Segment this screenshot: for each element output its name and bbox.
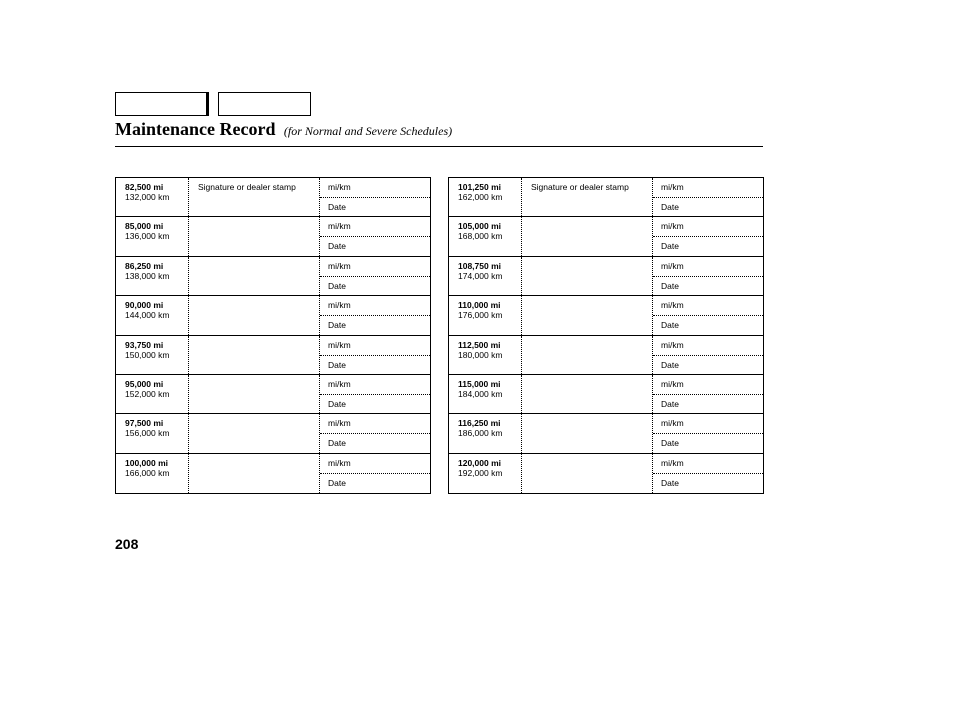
record-cell	[320, 296, 430, 334]
miles-value: 86,250 mi	[125, 260, 164, 271]
signature-cell	[522, 296, 653, 334]
signature-cell	[189, 454, 320, 493]
dotted-divider	[653, 433, 763, 434]
dotted-divider	[653, 197, 763, 198]
title-divider	[115, 146, 763, 147]
date-label: Date	[328, 320, 346, 331]
date-label: Date	[328, 241, 346, 252]
mileage-cell	[449, 336, 522, 374]
date-label: Date	[661, 477, 679, 488]
mikm-label: mi/km	[661, 260, 684, 271]
signature-cell	[189, 414, 320, 452]
miles-value: 82,500 mi	[125, 182, 164, 192]
date-label: Date	[328, 280, 346, 291]
table-row	[449, 178, 763, 217]
record-cell	[653, 414, 763, 452]
miles-value: 108,750 mi	[458, 260, 502, 271]
date-label: Date	[661, 438, 679, 449]
km-value: 138,000 km	[125, 270, 170, 281]
date-label: Date	[328, 438, 346, 449]
table-row	[449, 217, 763, 256]
mikm-label: mi/km	[661, 378, 684, 389]
mileage-cell	[116, 454, 189, 493]
header-tab-box-2	[218, 92, 311, 116]
table-row	[449, 375, 763, 414]
table-row	[116, 454, 430, 493]
dotted-divider	[653, 473, 763, 474]
mileage-cell	[449, 217, 522, 255]
page-subtitle: (for Normal and Severe Schedules)	[283, 124, 453, 138]
dotted-divider	[653, 276, 763, 277]
km-value: 168,000 km	[458, 231, 503, 242]
signature-cell	[522, 375, 653, 413]
record-cell	[653, 336, 763, 374]
miles-value: 112,500 mi	[458, 339, 501, 350]
signature-cell	[522, 336, 653, 374]
mileage-cell	[116, 336, 189, 374]
miles-value: 90,000 mi	[125, 300, 164, 311]
maintenance-table-left	[115, 177, 431, 494]
mikm-label: mi/km	[661, 300, 684, 311]
table-row	[116, 414, 430, 453]
record-cell	[653, 454, 763, 493]
dotted-divider	[320, 355, 430, 356]
table-row	[449, 414, 763, 453]
mileage-cell	[116, 296, 189, 334]
km-value: 162,000 km	[458, 192, 503, 202]
record-cell	[320, 454, 430, 493]
km-value: 152,000 km	[125, 388, 170, 399]
miles-value: 101,250 mi	[458, 182, 502, 192]
signature-cell	[522, 257, 653, 295]
km-value: 192,000 km	[458, 467, 503, 478]
dotted-divider	[653, 236, 763, 237]
table-row	[116, 296, 430, 335]
signature-cell	[522, 178, 653, 216]
km-value: 136,000 km	[125, 231, 170, 242]
miles-value: 120,000 mi	[458, 457, 502, 468]
dotted-divider	[320, 236, 430, 237]
dotted-divider	[320, 473, 430, 474]
mikm-label: mi/km	[328, 221, 351, 232]
record-cell	[320, 414, 430, 452]
signature-cell	[522, 414, 653, 452]
mileage-cell	[116, 217, 189, 255]
mikm-label: mi/km	[328, 418, 351, 429]
miles-value: 85,000 mi	[125, 221, 164, 232]
km-value: 132,000 km	[125, 192, 170, 202]
signature-cell	[189, 336, 320, 374]
table-row	[449, 336, 763, 375]
signature-cell	[189, 375, 320, 413]
header-tab-box-1	[115, 92, 207, 116]
dotted-divider	[653, 355, 763, 356]
miles-value: 105,000 mi	[458, 221, 502, 232]
km-value: 176,000 km	[458, 310, 503, 321]
mikm-label: mi/km	[661, 418, 684, 429]
dotted-divider	[653, 394, 763, 395]
km-value: 150,000 km	[125, 349, 170, 360]
mikm-label: mi/km	[661, 457, 684, 468]
dotted-divider	[653, 315, 763, 316]
mileage-cell	[449, 296, 522, 334]
km-value: 186,000 km	[458, 428, 503, 439]
table-row	[116, 178, 430, 217]
mileage-cell	[116, 375, 189, 413]
date-label: Date	[661, 280, 679, 291]
table-row	[116, 217, 430, 256]
signature-cell	[189, 296, 320, 334]
dotted-divider	[320, 433, 430, 434]
record-cell	[320, 375, 430, 413]
date-label: Date	[661, 320, 679, 331]
mikm-label: mi/km	[328, 457, 351, 468]
date-label: Date	[328, 477, 346, 488]
miles-value: 93,750 mi	[125, 339, 164, 350]
km-value: 144,000 km	[125, 310, 170, 321]
signature-cell	[522, 454, 653, 493]
table-row	[449, 257, 763, 296]
dotted-divider	[320, 315, 430, 316]
record-cell	[653, 375, 763, 413]
page-title: Maintenance Record	[115, 119, 276, 139]
miles-value: 116,250 mi	[458, 418, 501, 429]
mileage-cell	[449, 414, 522, 452]
mileage-cell	[116, 414, 189, 452]
mileage-cell	[449, 375, 522, 413]
km-value: 156,000 km	[125, 428, 170, 439]
mikm-label: mi/km	[328, 339, 351, 350]
miles-value: 97,500 mi	[125, 418, 164, 429]
maintenance-table-right	[448, 177, 764, 494]
record-cell	[653, 178, 763, 216]
mikm-label: mi/km	[328, 300, 351, 311]
mileage-cell	[116, 178, 189, 216]
miles-value: 110,000 mi	[458, 300, 501, 311]
table-row	[116, 336, 430, 375]
signature-cell	[522, 217, 653, 255]
signature-cell	[189, 257, 320, 295]
mileage-cell	[449, 454, 522, 493]
dotted-divider	[320, 276, 430, 277]
record-cell	[653, 257, 763, 295]
record-cell	[320, 257, 430, 295]
miles-value: 95,000 mi	[125, 378, 164, 389]
table-row	[116, 375, 430, 414]
mikm-label: mi/km	[661, 339, 684, 350]
table-row	[116, 257, 430, 296]
km-value: 174,000 km	[458, 270, 503, 281]
record-cell	[320, 178, 430, 216]
date-label: Date	[328, 398, 346, 409]
date-label: Date	[661, 359, 679, 370]
mikm-label: mi/km	[661, 182, 684, 192]
dotted-divider	[320, 394, 430, 395]
km-value: 184,000 km	[458, 388, 503, 399]
signature-cell	[189, 178, 320, 216]
date-label: Date	[661, 241, 679, 252]
km-value: 166,000 km	[125, 467, 170, 478]
record-cell	[653, 296, 763, 334]
table-row	[449, 454, 763, 493]
page-number: 208	[115, 536, 139, 552]
mileage-cell	[449, 257, 522, 295]
mikm-label: mi/km	[328, 182, 351, 192]
km-value: 180,000 km	[458, 349, 503, 360]
miles-value: 115,000 mi	[458, 378, 501, 389]
mileage-cell	[116, 257, 189, 295]
mileage-cell	[449, 178, 522, 216]
table-row	[449, 296, 763, 335]
miles-value: 100,000 mi	[125, 457, 169, 468]
date-label: Date	[328, 202, 346, 212]
signature-header: Signature or dealer stamp	[198, 182, 296, 192]
record-cell	[653, 217, 763, 255]
record-cell	[320, 217, 430, 255]
date-label: Date	[661, 202, 679, 212]
dotted-divider	[320, 197, 430, 198]
record-cell	[320, 336, 430, 374]
signature-cell	[189, 217, 320, 255]
date-label: Date	[661, 398, 679, 409]
signature-header: Signature or dealer stamp	[531, 182, 629, 192]
date-label: Date	[328, 359, 346, 370]
page-title-row	[115, 119, 452, 140]
mikm-label: mi/km	[328, 378, 351, 389]
mikm-label: mi/km	[661, 221, 684, 232]
mikm-label: mi/km	[328, 260, 351, 271]
